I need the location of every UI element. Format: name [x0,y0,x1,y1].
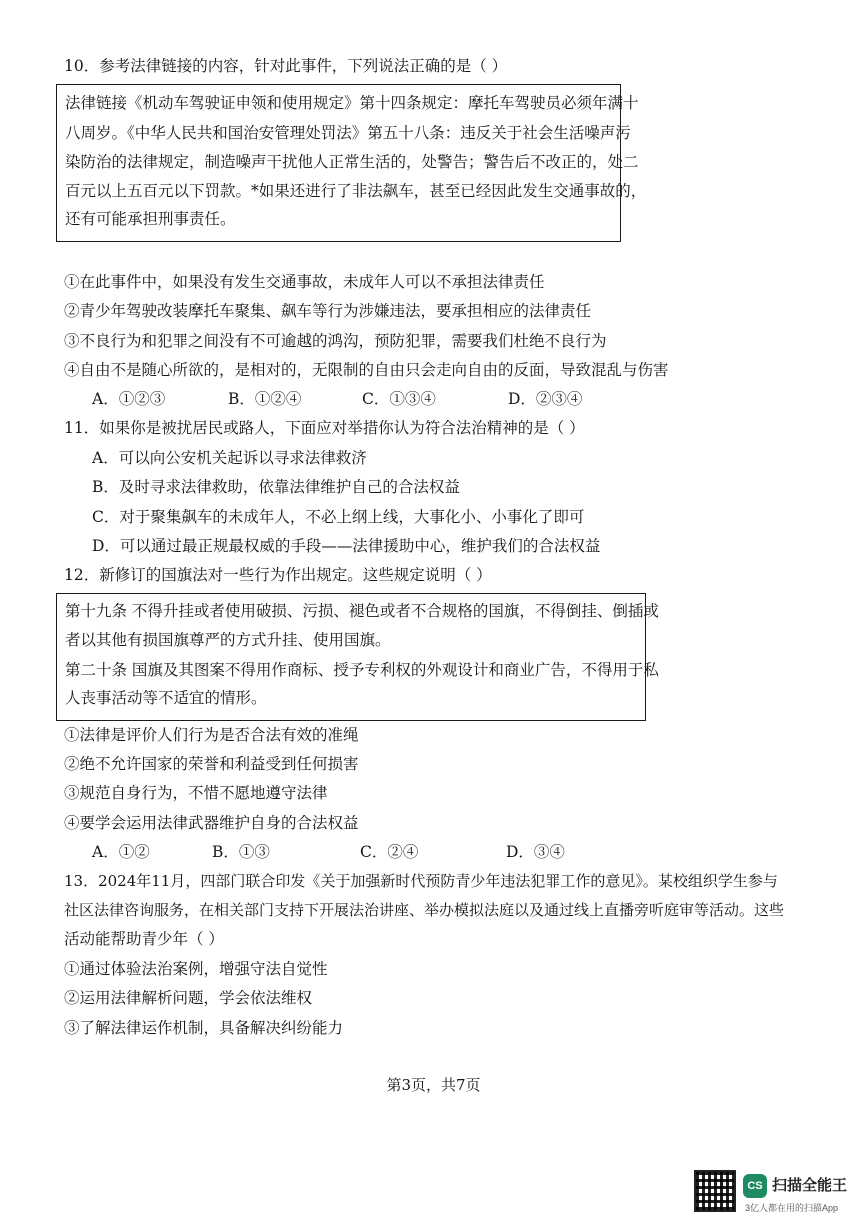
q13-stem-line-2: 社区法律咨询服务，在相关部门支持下开展法治讲座、举办模拟法庭以及通过线上直播旁听庭审等活动。这些 [64,901,785,919]
q11-option-c: C．对于聚集飙车的未成年人，不必上纲上线，大事化小、小事化了即可 [92,508,585,526]
q12-option-b: B．①③ [212,843,270,861]
q11-option-a: A．可以向公安机关起诉以寻求法律救济 [92,449,367,467]
q10-law-box [56,84,647,242]
q10-box-line-4: 百元以上五百元以下罚款。*如果还进行了非法飙车，甚至已经因此发生交通事故的， [65,182,647,200]
q13-stem-line-1: 13．2024年11月，四部门联合印发《关于加强新时代预防青少年违法犯罪工作的意见》。某校组织学生参与 [64,872,778,890]
q12-law-box [56,593,659,721]
q10-option-a: A．①②③ [92,390,166,408]
q12-option-a: A．①② [92,843,150,861]
q12-item-3: ③规范自身行为，不惜不愿地遵守法律 [64,784,328,802]
camscanner-tagline: 3亿人都在用的扫描App [745,1203,839,1213]
q10-option-c: C．①③④ [362,390,436,408]
q13-item-1: ①通过体验法治案例，增强守法自觉性 [64,960,328,978]
q10-item-4: ④自由不是随心所欲的，是相对的，无限制的自由只会走向自由的反面，导致混乱与伤害 [64,361,669,379]
q12-option-d: D．③④ [506,843,565,861]
q12-box-line-1: 第十九条 不得升挂或者使用破损、污损、褪色或者不合规格的国旗，不得倒挂、倒插或 [65,602,659,620]
q12-box-line-3: 第二十条 国旗及其图案不得用作商标、授予专利权的外观设计和商业广告，不得用于私 [65,661,659,679]
q12-stem: 12．新修订的国旗法对一些行为作出规定。这些规定说明（ ） [64,566,492,584]
q10-box-line-1: 法律链接《机动车驾驶证申领和使用规定》第十四条规定：摩托车驾驶员必须年满十 [65,94,639,112]
q12-item-2: ②绝不允许国家的荣誉和利益受到任何损害 [64,755,359,773]
q11-stem: 11．如果你是被扰居民或路人，下面应对举措你认为符合法治精神的是（ ） [64,419,585,437]
camscanner-app-name: 扫描全能王 [772,1177,848,1194]
q12-box-line-2: 者以其他有损国旗尊严的方式升挂、使用国旗。 [65,631,391,649]
q10-box-line-3: 染防治的法律规定，制造噪声干扰他人正常生活的，处警告；警告后不改正的，处二 [65,153,639,171]
q10-stem: 10．参考法律链接的内容，针对此事件，下列说法正确的是（ ） [64,57,508,75]
page-number: 第3页，共7页 [386,1076,481,1094]
q12-item-1: ①法律是评价人们行为是否合法有效的准绳 [64,726,359,744]
camscanner-logo-icon: CS [743,1174,767,1198]
qr-code-icon [694,1170,736,1212]
q10-box-line-2: 八周岁。《中华人民共和国治安管理处罚法》第五十八条：违反关于社会生活噪声污 [65,124,631,142]
q10-box-line-5: 还有可能承担刑事责任。 [65,210,236,228]
q11-option-d: D．可以通过最正规最权威的手段——法律援助中心，维护我们的合法权益 [92,537,601,555]
q11-option-b: B．及时寻求法律救助，依靠法律维护自己的合法权益 [92,478,460,496]
q13-item-2: ②运用法律解析问题，学会依法维权 [64,989,313,1007]
q12-item-4: ④要学会运用法律武器维护自身的合法权益 [64,814,359,832]
q10-item-2: ②青少年驾驶改装摩托车聚集、飙车等行为涉嫌违法，要承担相应的法律责任 [64,302,592,320]
q13-item-3: ③了解法律运作机制，具备解决纠纷能力 [64,1019,344,1037]
q10-item-1: ①在此事件中，如果没有发生交通事故，未成年人可以不承担法律责任 [64,273,545,291]
q12-option-c: C．②④ [360,843,419,861]
q12-box-line-4: 人丧事活动等不适宜的情形。 [65,689,267,707]
q10-item-3: ③不良行为和犯罪之间没有不可逾越的鸿沟，预防犯罪，需要我们杜绝不良行为 [64,332,607,350]
q10-option-d: D．②③④ [508,390,583,408]
q10-option-b: B．①②④ [228,390,302,408]
q13-stem-line-3: 活动能帮助青少年（ ） [64,930,224,948]
